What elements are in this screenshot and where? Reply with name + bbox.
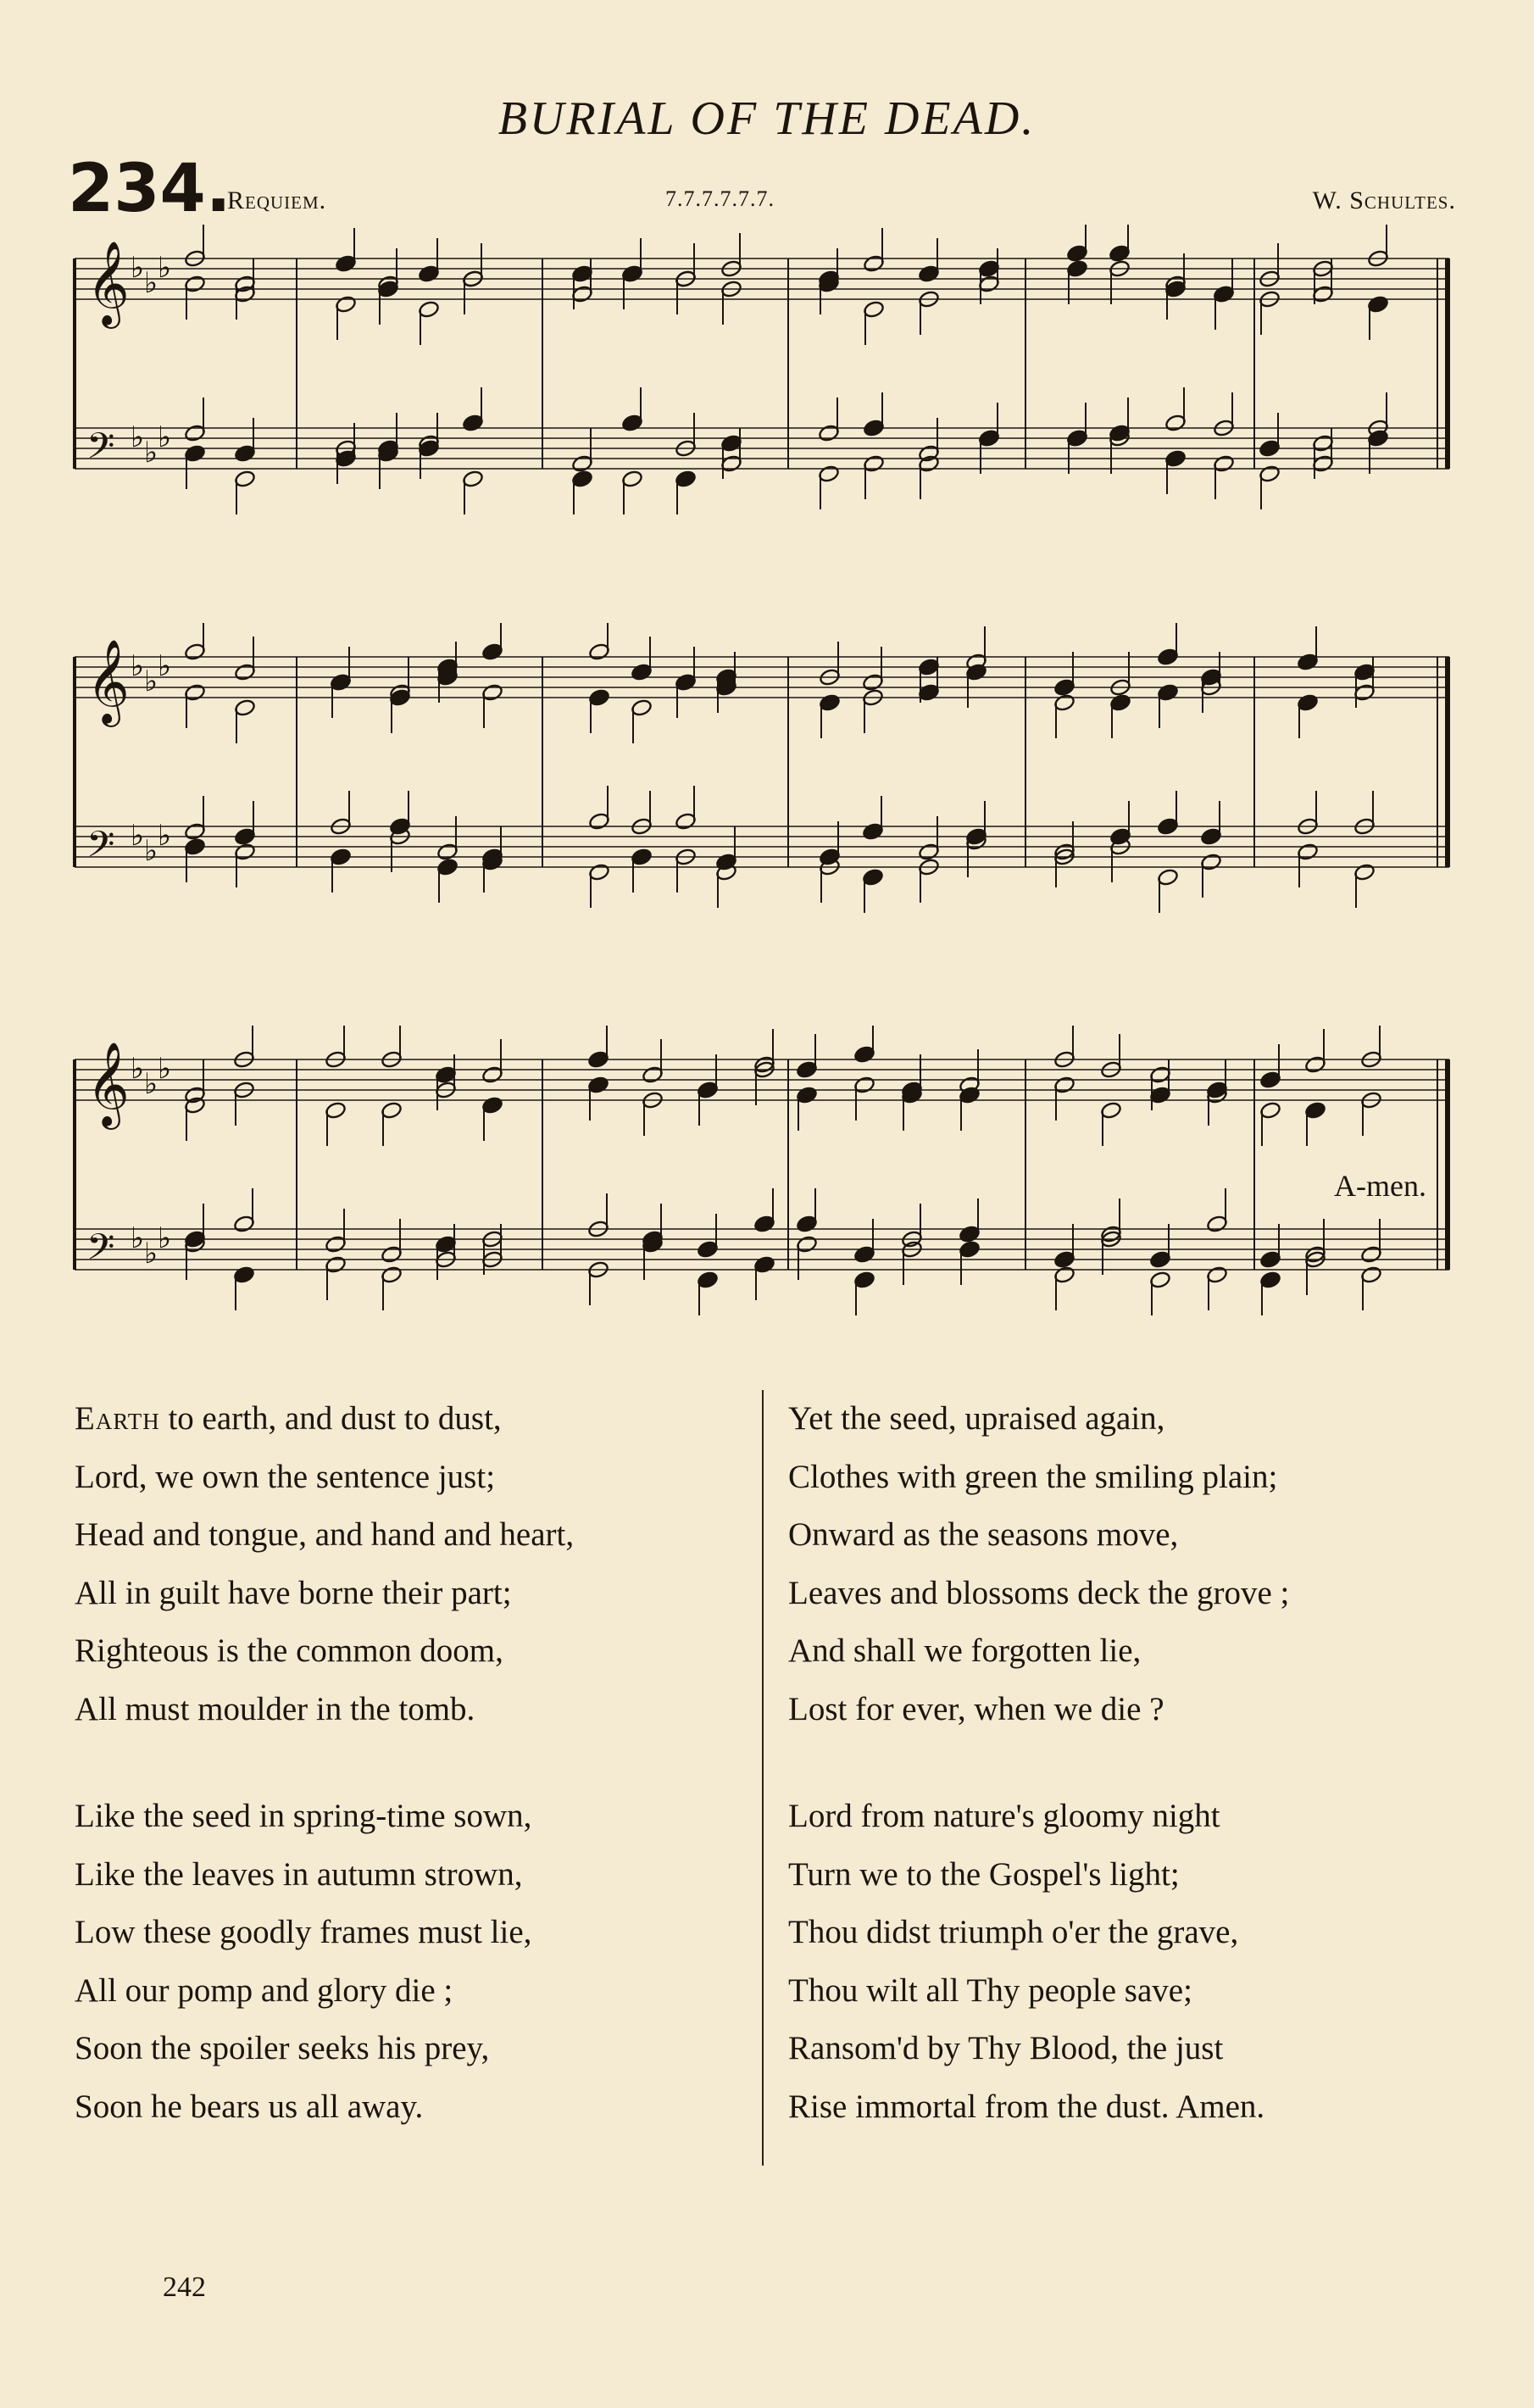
flat-icon: ♭ [144,436,158,470]
flat-icon: ♭ [131,251,145,285]
staff-system-svg [68,623,1466,958]
hymn-number: 234. [68,151,231,227]
verse-line: Soon he bears us all away. [75,2088,424,2125]
treble-clef-icon: 𝄞 [86,639,130,724]
page-number: 242 [163,2272,206,2303]
flat-icon: ♭ [144,1237,158,1271]
bass-clef-icon: 𝄢 [86,425,115,476]
flat-icon: ♭ [131,649,145,683]
music-system-2 [68,623,1466,958]
flat-icon: ♭ [144,1067,158,1101]
verse-line: Thou wilt all Thy people save; [788,1971,1192,2009]
verse-column-left [75,1390,803,2185]
flat-icon: ♭ [131,1221,145,1255]
stanza-3 [788,1390,1517,1738]
verse-line: Clothes with green the smiling plain; [788,1458,1278,1495]
stanza-2 [75,1788,803,2136]
verse-line: All our pomp and glory die ; [75,1971,453,2009]
flat-icon: ♭ [144,665,158,698]
music-system-3 [68,1026,1466,1360]
verse-line: Righteous is the common doom, [75,1632,503,1669]
flat-icon: ♭ [158,420,172,454]
verse-line: Soon the spoiler seeks his prey, [75,2030,490,2066]
bass-clef-icon: 𝄢 [86,824,115,875]
section-title: BURIAL OF THE DEAD. [497,92,1037,145]
verse-line: Like the leaves in autumn strown, [75,1855,523,1893]
verses [0,1390,1534,2170]
verse-line: Like the seed in spring-time sown, [75,1798,532,1834]
flat-icon: ♭ [158,1221,172,1255]
amen-label: A-men. [1334,1169,1426,1203]
verse-line: All in guilt have borne their part; [75,1574,512,1611]
verse-line: Turn we to the Gospel's light; [788,1855,1180,1893]
verse-line: Low these goodly frames must lie, [75,1914,532,1950]
flat-icon: ♭ [158,649,172,683]
flat-icon: ♭ [158,1052,172,1086]
verse-column-right [788,1390,1517,2185]
flat-icon: ♭ [144,834,158,868]
treble-clef-icon: 𝄞 [86,1042,130,1126]
meter: 7.7.7.7.7.7. [665,186,775,211]
verse-line: Lost for ever, when we die ? [788,1690,1164,1727]
treble-clef-icon: 𝄞 [86,241,130,325]
verse-line: Onward as the seasons move, [788,1516,1179,1553]
verse-line: Ransom'd by Thy Blood, the just [788,2030,1224,2066]
verse-line: Yet the seed, upraised again, [788,1400,1165,1437]
music-system-1 [68,225,1466,559]
verse-line: Rise immortal from the dust. Amen. [788,2088,1265,2125]
column-divider [762,1390,764,2166]
first-word: Earth [75,1400,160,1437]
stanza-4 [788,1788,1517,2136]
bass-clef-icon: 𝄢 [86,1226,115,1277]
verse-line: All must moulder in the tomb. [75,1690,475,1727]
verse-line: Leaves and blossoms deck the grove ; [788,1574,1290,1611]
staff-system-svg [68,1026,1466,1360]
stanza-1 [75,1390,803,1738]
composer: W. Schultes. [1312,186,1456,214]
flat-icon: ♭ [131,420,145,454]
flat-icon: ♭ [131,819,145,853]
verse-line: Lord from nature's gloomy night [788,1798,1220,1834]
verse-line [75,1390,803,1449]
verse-line: Lord, we own the sentence just; [75,1458,496,1495]
verse-line: And shall we forgotten lie, [788,1632,1142,1669]
flat-icon: ♭ [131,1052,145,1086]
flat-icon: ♭ [158,251,172,285]
flat-icon: ♭ [144,266,158,300]
verse-line: Head and tongue, and hand and heart, [75,1516,575,1553]
verse-line-text: to earth, and dust to dust, [159,1400,502,1437]
staff-system-svg [68,225,1466,559]
tune-name: Requiem. [227,186,327,214]
verse-line: Thou didst triumph o'er the grave, [788,1914,1239,1950]
flat-icon: ♭ [158,819,172,853]
